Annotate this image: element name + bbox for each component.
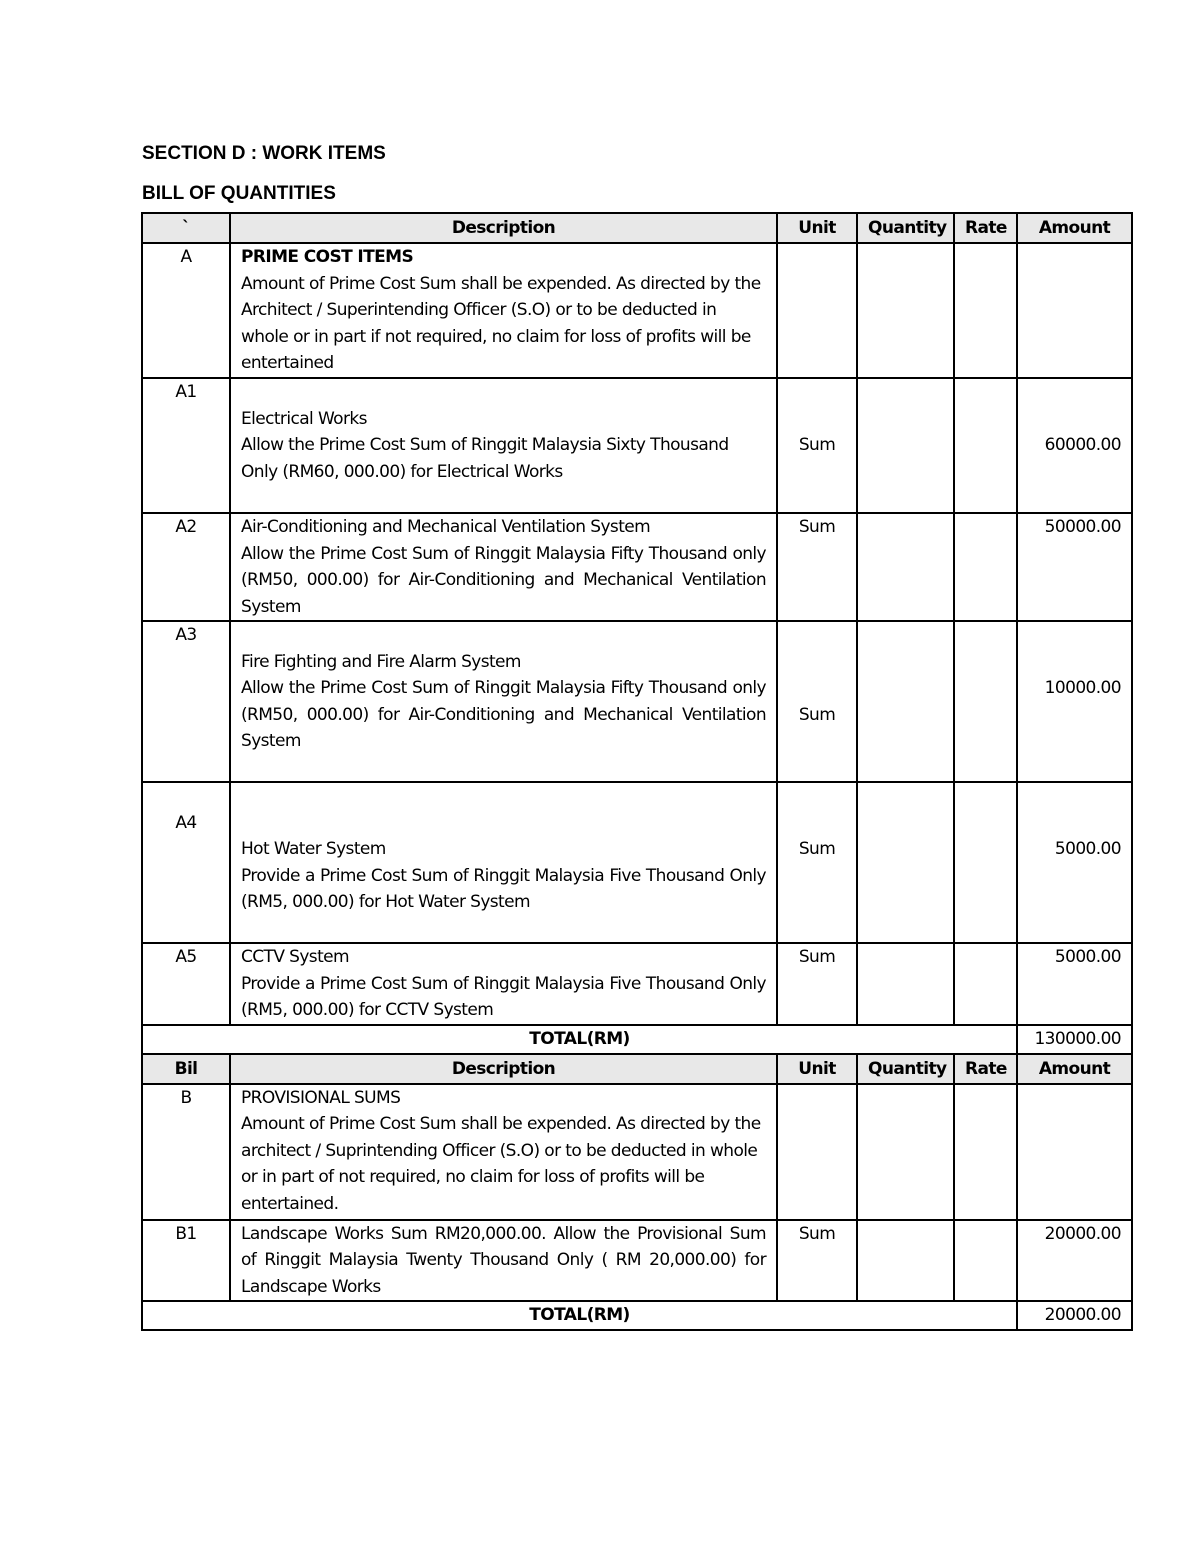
header-bil: Bil [142, 1054, 230, 1084]
row-description [230, 513, 777, 621]
row-rate [954, 1084, 1017, 1220]
total-label: TOTAL(RM) [142, 1301, 1017, 1330]
row-unit [777, 243, 857, 378]
total-amount: 20000.00 [1017, 1301, 1132, 1330]
row-unit [777, 1084, 857, 1220]
row-amount: 5000.00 [1017, 943, 1132, 1025]
row-text: Amount of Prime Cost Sum shall be expended. As directed by the Architect / Superintending Officer (S.O) or to be deducted in whole or in part if not required, no claim for loss of profits will be entertained [241, 273, 761, 373]
header-description: Description [230, 213, 777, 243]
row-description [230, 782, 777, 943]
row-title: Hot Water System [241, 839, 386, 859]
row-quantity [857, 621, 954, 782]
row-description [230, 243, 777, 378]
header-amount: Amount [1017, 1054, 1132, 1084]
header-quantity: Quantity [857, 1054, 954, 1084]
row-quantity [857, 243, 954, 378]
section-title: SECTION D : WORK ITEMS [142, 143, 386, 164]
row-text: Landscape Works Sum RM20,000.00. Allow the Provisional Sum of Ringgit Malaysia Twenty Thousand Only ( RM 20,000.00) for Landscape Works [241, 1223, 766, 1297]
row-bil: A1 [142, 378, 230, 513]
row-amount [1017, 1084, 1132, 1220]
row-quantity [857, 513, 954, 621]
table-row [142, 513, 1132, 621]
header-rate: Rate [954, 1054, 1017, 1084]
row-title: Fire Fighting and Fire Alarm System [241, 651, 521, 672]
row-unit: Sum [777, 621, 857, 782]
row-rate [954, 621, 1017, 782]
row-quantity [857, 1084, 954, 1220]
row-description [230, 378, 777, 513]
row-description [230, 1084, 777, 1220]
row-description [230, 621, 777, 782]
row-description [230, 943, 777, 1025]
page-subtitle: BILL OF QUANTITIES [142, 183, 336, 204]
row-text: Allow the Prime Cost Sum of Ringgit Malaysia Fifty Thousand only (RM50, 000.00) for Air-Conditioning and Mechanical Ventilation System [241, 678, 766, 751]
row-bil: A5 [142, 943, 230, 1025]
row-unit: Sum [777, 1220, 857, 1302]
row-unit: Sum [777, 378, 857, 513]
row-bil: B1 [142, 1220, 230, 1302]
header-bil: ` [142, 213, 230, 243]
row-text: Provide a Prime Cost Sum of Ringgit Malaysia Five Thousand Only (RM5, 000.00) for CCTV System [241, 973, 766, 1020]
row-title: Electrical Works [241, 408, 367, 429]
header-unit: Unit [777, 1054, 857, 1084]
row-description [230, 1220, 777, 1302]
table-row [142, 943, 1132, 1025]
row-amount: 50000.00 [1017, 513, 1132, 621]
row-text: Amount of Prime Cost Sum shall be expended. As directed by the architect / Suprintending Officer (S.O) or to be deducted in whole or in part of not required, no claim for loss of profits will be entertained. [241, 1114, 761, 1214]
row-quantity [857, 943, 954, 1025]
header-quantity: Quantity [857, 213, 954, 243]
row-bil: A3 [142, 621, 230, 782]
row-text: Allow the Prime Cost Sum of Ringgit Malaysia Sixty Thousand Only (RM60, 000.00) for Electrical Works [241, 435, 729, 482]
table-row [142, 378, 1132, 513]
table-row [142, 621, 1132, 782]
row-text: Provide a Prime Cost Sum of Ringgit Malaysia Five Thousand Only (RM5, 000.00) for Hot Water System [241, 865, 766, 912]
row-text: Allow the Prime Cost Sum of Ringgit Malaysia Fifty Thousand only (RM50, 000.00) for Air-Conditioning and Mechanical Ventilation System [241, 543, 766, 617]
table-header-row [142, 213, 1132, 243]
total-row [142, 1025, 1132, 1054]
row-title: CCTV System [241, 947, 349, 967]
table-row [142, 243, 1132, 378]
row-rate [954, 782, 1017, 943]
header-rate: Rate [954, 213, 1017, 243]
row-rate [954, 943, 1017, 1025]
row-title: PRIME COST ITEMS [241, 247, 414, 267]
table-header-row [142, 1054, 1132, 1084]
row-amount: 20000.00 [1017, 1220, 1132, 1302]
row-bil: A [142, 243, 230, 378]
table-row [142, 782, 1132, 943]
row-amount: 5000.00 [1017, 782, 1132, 943]
row-rate [954, 243, 1017, 378]
header-amount: Amount [1017, 213, 1132, 243]
row-unit: Sum [777, 943, 857, 1025]
row-quantity [857, 782, 954, 943]
row-title: Air-Conditioning and Mechanical Ventilation System [241, 517, 651, 537]
total-label: TOTAL(RM) [142, 1025, 1017, 1054]
row-bil: B [142, 1084, 230, 1220]
row-amount: 10000.00 [1017, 621, 1132, 782]
row-rate [954, 513, 1017, 621]
table-row [142, 1220, 1132, 1302]
row-amount: 60000.00 [1017, 378, 1132, 513]
total-amount: 130000.00 [1017, 1025, 1132, 1054]
total-row [142, 1301, 1132, 1330]
header-unit: Unit [777, 213, 857, 243]
header-description: Description [230, 1054, 777, 1084]
row-quantity [857, 378, 954, 513]
row-rate [954, 1220, 1017, 1302]
row-rate [954, 378, 1017, 513]
row-quantity [857, 1220, 954, 1302]
row-unit: Sum [777, 782, 857, 943]
row-bil: A4 [142, 782, 230, 943]
row-bil: A2 [142, 513, 230, 621]
row-amount [1017, 243, 1132, 378]
table-row [142, 1084, 1132, 1220]
bill-of-quantities-table [141, 212, 1133, 1331]
row-title: PROVISIONAL SUMS [241, 1087, 401, 1108]
row-unit: Sum [777, 513, 857, 621]
